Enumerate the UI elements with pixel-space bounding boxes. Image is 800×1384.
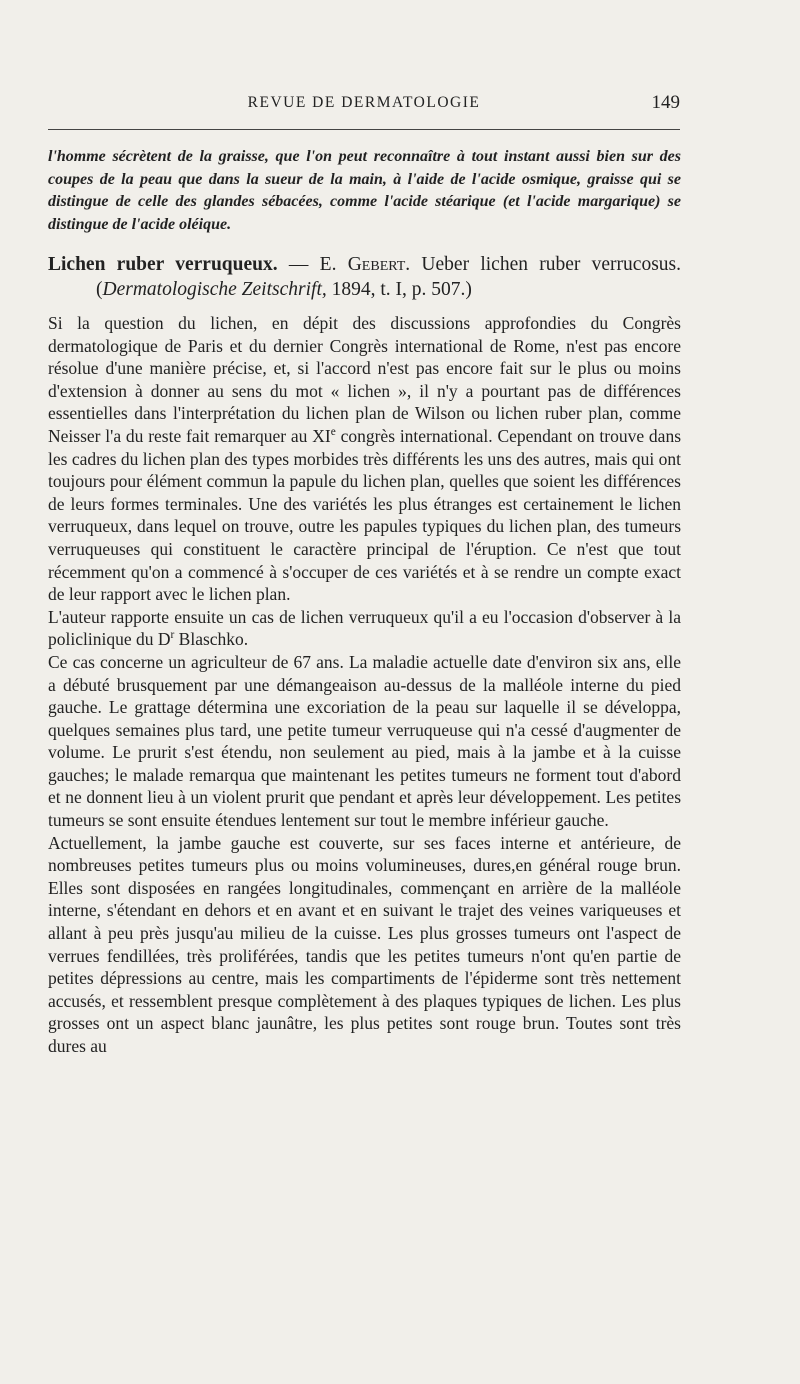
page-number: 149 [651,92,680,113]
section-heading [48,252,681,302]
ordinal-superscript: e [330,426,336,439]
article-title: Ueber lichen ruber verrucosus. ( [96,254,681,300]
paragraph-1-text-b: congrès international. Cependant on trouve dans les cadres du lichen plan des types morbides très différents les uns des autres, mais qui ont toujours pour élément commun la papule du lichen plan, quelles que soient les différences de leurs formes terminales. Une des variétés les plus étranges est certainement le lichen verruqueux, dans lequel on trouve, outre les papules typiques du lichen plan, des tumeurs verruqueuses qui constituent le caractère principal de l'éruption. Ce n'est que tout récemment qu'on a commencé à s'occuper de ces variétés et à se rendre un compte exact de leur rapport avec le lichen plan. [48,425,682,605]
running-title: REVUE DE DERMATOLOGIE [247,94,481,111]
paragraph-2-text-b: Blaschko. [174,629,249,650]
heading-dash: — E. [277,254,348,275]
paragraph-1-text-a: Si la question du lichen, en dépit des discussions approfondies du Congrès dermatologique de Paris et du dernier Congrès international de Rome, n'est pas encore résolue d'une manière précise, et, si l'accord n'est pas encore fait sur le plus ou moins d'extension à donner au sens du mot « lichen », il n'y a pourtant pas de différences essentielles dans l'interprétation du lichen plan de Wilson ou lichen ruber plan, comme Neisser l'a du reste fait remarquer au XI [48,313,681,446]
intro-paragraph: l'homme sécrètent de la graisse, que l'on peut reconnaître à tout instant aussi bien sur des coupes de la peau que dans la sueur de la main, à l'aide de l'acide osmique, graisse qui se distingue de celle des glandes sébacées, comme l'acide stéarique (et l'acide margarique) se distingue de l'acide oléique. [48,148,681,233]
author-name: Gebert. [347,254,411,275]
section-title: Lichen ruber verruqueux. [48,254,278,275]
paragraph-1 [48,312,681,606]
header-rule [48,129,680,130]
paragraph-2-text-a: L'auteur rapporte ensuite un cas de lichen verruqueux qu'il a eu l'occasion d'observer à la policlinique du D [48,606,681,650]
running-head [48,92,680,116]
paragraph-4: Actuellement, la jambe gauche est couverte, sur ses faces interne et antérieure, de nombreuses petites tumeurs plus ou moins volumineuses, dures,en général rouge brun. Elles sont disposées en rangées longitudinales, commençant en arrière de la malléole interne, s'étendant en dehors et en avant et en suivant le trajet des veines variqueuses et allant à peu près jusqu'au milieu de la cuisse. Les plus grosses tumeurs ont l'aspect de verrues fendillées, très proliférées, tandis que les petites tumeurs n'ont qu'en partie de petites dépressions au centre, mais les compartiments de l'épiderme sont très nettement accusés, et ressemblent presque complètement à des plaques typiques de lichen. Les plus grosses ont un aspect blanc jaunâtre, les plus petites sont rouge brun. Toutes sont très dures au [48,832,681,1056]
paragraph-3: Ce cas concerne un agriculteur de 67 ans. La maladie actuelle date d'environ six ans, elle a débuté brusquement par une démangeaison au-dessus de la malléole interne du pied gauche. Le grattage détermina une excoriation de la peau sur laquelle il se développa, quelques semaines plus tard, une petite tumeur verruqueuse qui n'a cessé d'augmenter de volume. Le prurit s'est étendu, non seulement au pied, mais à la jambe et à la cuisse gauches; le malade remarqua que maintenant les petites tumeurs ne forment tout d'abord et ne donnent lieu à un violent prurit que pendant et après leur développement. Les petites tumeurs se sont ensuite étendues lentement sur tout le membre inférieur gauche. [48,651,681,831]
journal-name: Dermatologische Zeitschrift, [102,279,327,300]
doctor-superscript: r [170,629,175,642]
paragraph-2 [48,606,681,651]
citation-details: 1894, t. I, p. 507.) [326,279,472,300]
body-text [48,146,681,1058]
